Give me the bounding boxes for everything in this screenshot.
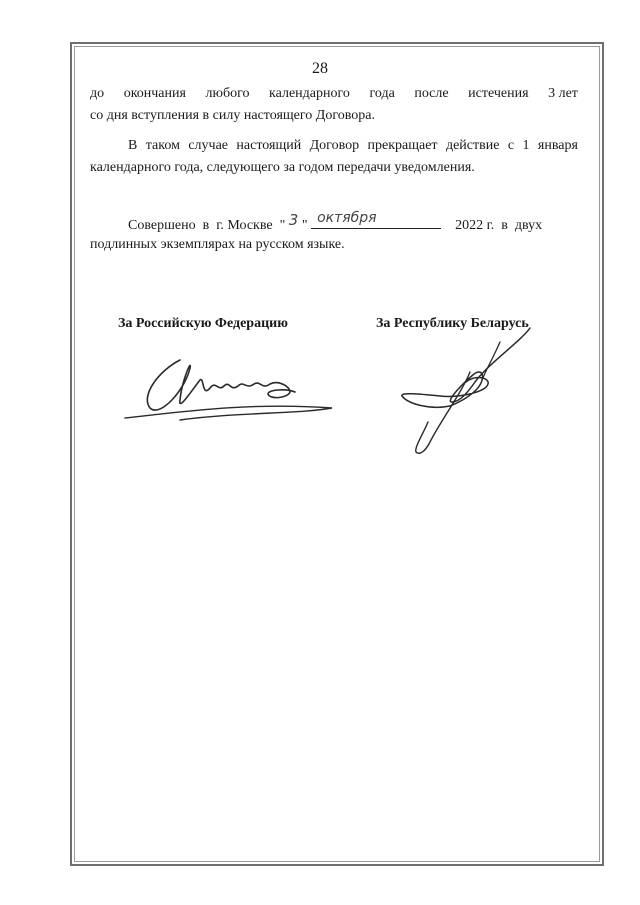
word: любого [205,86,250,101]
date-month-field [311,210,441,234]
signing-line2: подлинных экземплярах на русском языке. [90,237,345,252]
signing-year: 2022 г. [455,218,495,233]
word: В [128,138,138,153]
word: истечения [468,86,529,101]
word: января [537,138,578,153]
word: после [414,86,449,101]
page-number: 28 [312,60,328,77]
word: до [90,86,105,101]
word: года [369,86,395,101]
paragraph2-line1 [128,138,578,154]
paragraph1-line1 [90,86,578,102]
date-day-handwritten: 3 [288,211,299,229]
right-signatory-title: За Республику Беларусь [376,316,529,331]
word: 3 лет [548,86,578,101]
word: 1 [522,138,530,153]
word: случае [188,138,229,153]
word: с [507,138,515,153]
word: окончания [123,86,186,101]
word: настоящий [236,138,302,153]
signing-city: г. Москве [216,218,273,233]
quote-close: " [301,218,308,233]
signing-done: Совершено [128,218,196,233]
signing-in2: в [501,218,508,233]
word: Договор [309,138,360,153]
word: прекращает [367,138,438,153]
paragraph1-line2: со дня вступления в силу настоящего Договора. [90,108,375,123]
quote-open: " [279,218,286,233]
left-signature-image [120,340,340,430]
left-signatory-title: За Российскую Федерацию [118,316,288,331]
signing-in: в [202,218,210,233]
date-month-handwritten: октября [317,210,377,226]
word: действие [445,138,500,153]
signing-copies: двух [514,218,543,233]
signing-line1 [128,210,543,234]
paragraph2-line2: календарного года, следующего за годом передачи уведомления. [90,160,475,175]
word: таком [145,138,180,153]
word: календарного [269,86,350,101]
right-signature-image [390,322,540,462]
